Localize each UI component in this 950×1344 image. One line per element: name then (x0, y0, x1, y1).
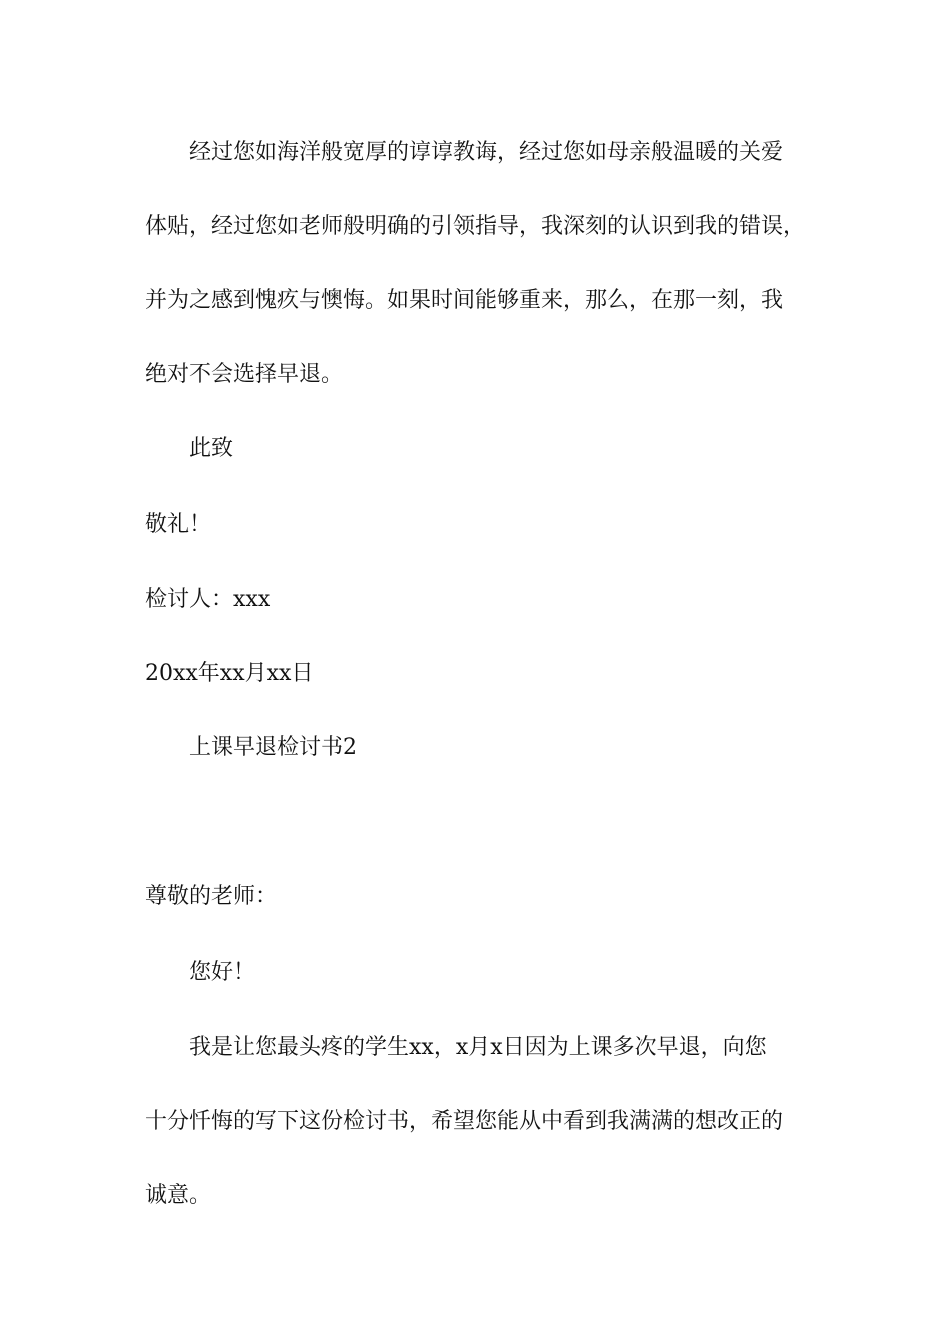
closing-regards: 敬礼！ (145, 512, 212, 537)
letter-paragraph-line-2: 十分忏悔的写下这份检讨书，希望您能从中看到我满满的想改正的 (145, 1109, 784, 1134)
section-title: 上课早退检讨书2 (189, 735, 357, 760)
paragraph-line-2: 体贴，经过您如老师般明确的引领指导，我深刻的认识到我的错误， (145, 214, 806, 239)
paragraph-line-3: 并为之感到愧疚与懊悔。如果时间能够重来，那么，在那一刻，我 (145, 288, 784, 313)
closing-salutation: 此致 (189, 436, 234, 461)
date: 20xx年xx月xx日 (145, 661, 314, 686)
paragraph-line-4: 绝对不会选择早退。 (145, 362, 344, 387)
letter-paragraph-line-3: 诚意。 (145, 1183, 212, 1208)
paragraph-line-1: 经过您如海洋般宽厚的谆谆教诲，经过您如母亲般温暖的关爱 (189, 140, 784, 165)
letter-greeting: 您好！ (189, 960, 256, 985)
letter-paragraph-line-1: 我是让您最头疼的学生xx，x月x日因为上课多次早退，向您 (189, 1035, 767, 1060)
letter-salutation: 尊敬的老师： (145, 884, 278, 909)
signature: 检讨人：xxx (145, 587, 271, 612)
